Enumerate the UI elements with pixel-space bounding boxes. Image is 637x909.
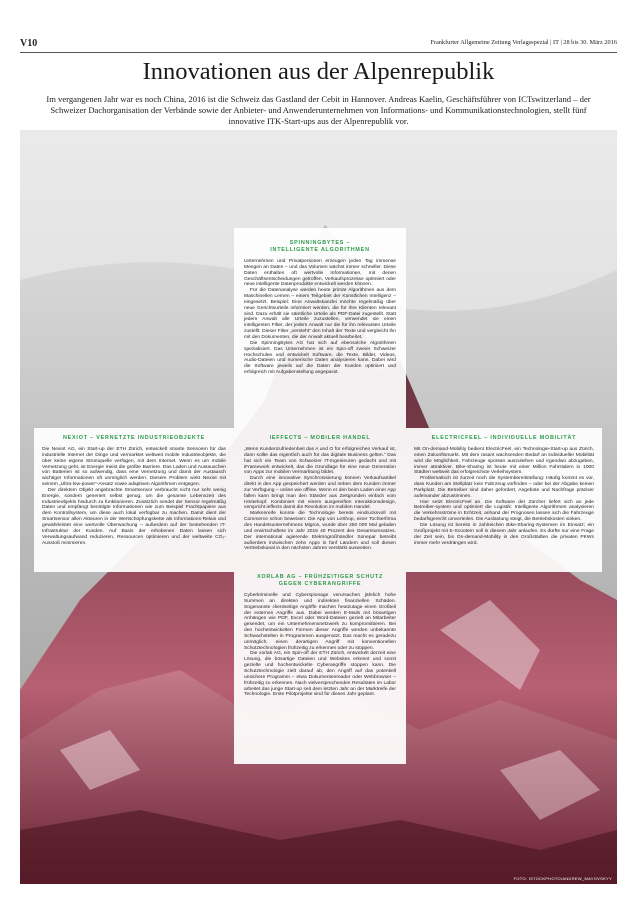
article-title: Innovationen aus der Alpenrepublik: [142, 58, 495, 85]
ieffects-paragraph: Durch eine innovative Synchronisierung können Verkaufsartikel direkt in den App gespeichert werden und neben dem Kunden immer zur Verfügung – online wie offline. Wenn er den beim Laden einer App fallen kann bringt man den Ständer aus Zeitgründen einfach vom Hinterkopf. Kombiniert mit einem ausgereiften Interaktionsdesign, verspricht ieffects damit die Revolution im mobilen Handel.: [244, 476, 396, 511]
publication-line: Frankfurter Allgemeine Zeitung Verlagsspezial | IT | 28 bis 30. März 2016: [430, 39, 617, 46]
page-header: [20, 38, 617, 52]
nexiot-paragraph: Der direktem Objekt angebrachte Smartsensor verbraucht nicht nur sehr wenig Energie, sondern generiert selbst genug, um die gesamte Lebenszeit des Industrieobjekts hindurch zu funktionieren. Zusätzlich sendet der Sensor regelmäßig Daten und empfängt benötigte Informationen wie zum Beispiel Frachtpapiere aus dem Kontrollsystem, um diese auch lokal verfügbar zu machen. Damit dient der Smartsensor allen Akteuren in der Wertschöpfungskette als Informations-Relais und gewährleistet eine wertvolle Überwachung – außerdem auf der bestehenden IT-Infrastruktur der Kunden. Auf Basis der erhobenen Daten lassen sich Verwaltungsaufwand reduzieren, Ressourcen optimieren und der weltweite CO₂-Ausstoß minimieren.: [42, 487, 226, 546]
ieffects-paragraph: Markenreife konnte die Technologie bereits eindrucksvoll mit Commerce schon beweisen: Die App von LeShop, einer Tochterfirma des Handelsunternehmens Migros, wurde über 250 000 Mal geladen und erwirtschaftete im Jahr 2015 40 Prozent des Gesamtumsatzes. Der international agierende Elektrogroßhändler Sonepar betreibt außerdem inzwischen zehn Apps in fünf Ländern und soll diesen Vertriebskanal in den nächsten Jahren verstärkt ausweiten.: [244, 511, 396, 552]
xorlab-paragraph: Die xorlab AG, ein Spin-off der ETH Zürich, entwickelt derzeit eine Lösung, die bösartige Dateien und Websites erkennt und somit gezielte und hochentwickelte Cyberangriffe stoppen kann. Die Schutztechnologie zielt darauf ab, den Angriff auf das potentiell unsichere Programm – etwa Dokumentenreader oder Webbrowser – frühzeitig zu erkennen. Nach vielversprechenden Resultaten im Labor arbeitet das junge Start-up seit dem letzten Jahr an der Marktreife der Technologie. Erste Pilotprojekte sind für dieses Jahr geplant.: [244, 651, 396, 698]
spinningbytes-paragraph: Unternehmen und Privatpersonen erzeugen jeden Tag immense Mengen an Daten – und das Volumen wächst immer schneller. Diese Daten enthalten oft wertvolle Informationen, mit denen Geschäftsentscheidungen getroffen, Verkaufsprozesse optimiert oder neue intelligente Datenprodukte entwickelt werden können.: [244, 259, 396, 288]
nexiot-heading: NEXIOT – VERNETZTE INDUSTRIEOBJEKTE: [62, 435, 206, 441]
spinningbytes-heading-line2: INTELLIGENTE ALGORITHMEN: [270, 247, 370, 253]
electricfeel-paragraph: Problematisch ist zurzeit noch die Systembereitstellung: Häufig kommt es vor, dass Kunden am Stellplatz kein Fahrzeug vorfinden – oder bei der Abgabe keinen Parkplatz. Die Betreiber sind daher gefordert, Angebote und Nachfrage präziser aufeinander abzustimmen.: [414, 476, 594, 499]
electricfeel-paragraph: Mit On-demand-Mobility bedient ElectricFeel, ein Technologie-Start-up aus Zürich, einen Zukunftsmarkt. Mit dem rasant wachsenden Bedarf an individueller Mobilität wird die Möglichkeit, Fahrzeuge spontan auszuleihen und irgendwo abzugeben, immer attraktiver. Bike-Sharing ist heute mit einer Million Fahrrädern in 1000 Städten weltweit das erfolgreichste Verleihsystem.: [414, 447, 594, 476]
spinningbytes-heading-line1: SPINNINGBYTES –: [289, 240, 351, 246]
electricfeel-paragraph: Hier setzt ElectricFeel an. Die Software der Zürcher liefert sich an jede Betreiber-system und optimiert die Logistik: Intelligente Algorithmen analysieren die Verkehrsströme in Echtzeit, anhand der Prognosen lassen sich die Fahrzeuge bedarfsgerecht umverteilen. Die Auslastung steigt, die Betriebskosten sinken.: [414, 499, 594, 523]
startup-electricfeel: [406, 428, 602, 572]
startup-ieffects: [234, 428, 406, 572]
startup-nexiot: [34, 428, 234, 572]
electricfeel-paragraph: Die Lösung ist bereits in zahlreichen Bike-Sharing-Systemen im Einsatz; ein Großprojekt mit E-Scootern soll in diesem Jahr anlaufen. Es dürfte nur eine Frage der Zeit sein, bis On-demand-Mobility in den Großstädten die privaten PKWs immer mehr verdrängen wird.: [414, 522, 594, 546]
header-rule: [20, 52, 617, 53]
spinningbytes-paragraph: Für die Datenanalyse werden heute primär Algorithmen aus dem Maschinellen Lernen – einem Teilgebiet der Künstlichen Intelligenz – eingesetzt. Beispiel: Eine Anwaltskanzlei möchte regelmäßig über neue Gerichtsurteile informiert werden, die für ihre Klienten relevant sind. Dazu erhält sie sämtliche Urteile als PDF-Datei zugestellt. Statt jedem Anwalt alle Urteile zuzustellen, verwendet sie einen intelligenten Filter, der jedem Anwalt nur die für ihn relevanten Urteile zustellt. Dieser Filter „versteht“ den Inhalt der Texte und vergleicht ihn mit den Dokumenten, die der Anwalt aktuell bearbeitet.: [244, 288, 396, 340]
photo-credit: FOTO: ISTOCKPHOTO/ANDREW_MAYOVSKYY: [513, 876, 612, 881]
xorlab-heading-line1: XORLAB AG – FRÜHZEITIGER SCHUTZ: [256, 574, 384, 580]
spinningbytes-paragraph: Die SpinningBytes AG hat sich auf ebensolche Algorithmen spezialisiert. Das Unternehmen ist ein Spin-off zweier Schweizer Hochschulen und entwickelt Software, die Texte, Bilder, Videos, Audio-Dateien und numerische Daten analysieren kann. Dabei wird die Software jeweils auf die Daten der Kunden optimiert und erfolgreich mit Aufgabenstellung angepasst.: [244, 340, 396, 376]
xorlab-heading: [244, 574, 396, 588]
ieffects-paragraph: „Wenn Kundenzufriedenheit das A und O für erfolgreichen Verkauf ist, dann sollte das eigentlich auch für das digitale Business gelten.“ Das hat sich ein Team von Schweizer IT-Ingenieuren gedacht und mit iFramework entwickelt, das die Grundlage für eine neue Generation von Apps zur mobilen Vermarktung bildet.: [244, 447, 396, 476]
xorlab-paragraph: Cyberkriminelle und Cyberspionage verursachen jährlich hohe Summen an direkten und indirekten finanziellen Schäden. Sogenannte clientseitige Angriffe machen heutzutage einen Großteil der externen Angriffe aus. Dabei werden E-Mails mit bösartigen Anhängen wie PDF, Excel oder Word-Dateien gezielt an Mitarbeiter gesendet, um ein Unternehmensnetzwerk zu kompromittieren. Bei den hochentwickelten Formen dieser Angriffe werden unbekannte Schwachstellen in Programmen ausgenutzt. Das macht es geradezu unmöglich, einen derartigen Angriff mit konventionellen Schutztechnologien frühzeitig zu erkennen oder zu stoppen.: [244, 593, 396, 651]
startup-xorlab: [234, 572, 406, 764]
article-intro: Im vergangenen Jahr war es noch China, 2016 ist die Schweiz das Gastland der Cebit in Hannover. Andreas Kaelin, Geschäftsführer von ICTswitzerland – der Schweizer Dachorganisation der Verbände sowie der Anbieter- und Anwenderunternehmen von Informations- und Kommunikationstechnologien, stellt fünf innovative ITK-Start-ups aus der Alpenrepublik vor.: [46, 94, 591, 126]
startup-spinningbytes: [234, 228, 406, 428]
electricfeel-heading: ELECTRICFEEL – INDIVIDUELLE MOBILITÄT: [431, 435, 577, 441]
xorlab-heading-line2: GEGEN CYBERANGRIFFE: [278, 581, 362, 587]
nexiot-paragraph: Die Nexiot AG, ein Start-up der ETH Zürich, entwickelt smarte Sensoren für das industrielle Internet der Dinge und vermarktet weltweit mobile Industrieobjekte, die über keine eigene Stromquelle verfügen, mit dem Internet. Wenn es um mobile Vernetzung geht, ist Energie meist die größte Barriere. Das Laden und Austauschen von Batterien ist so aufwendig, dass eine Vernetzung und damit der Austausch wichtiger Informationen oft unmöglich werden. Diesem Problem wirkt Nexiot mit seinem „Ultra-low-power“-Ansatz sowie adaptiven Algorithmen entgegen.: [42, 447, 226, 488]
page-number: V10: [20, 38, 38, 49]
spinningbytes-heading: [244, 240, 396, 254]
ieffects-heading: IEFFECTS – MOBILER HANDEL: [269, 435, 371, 441]
